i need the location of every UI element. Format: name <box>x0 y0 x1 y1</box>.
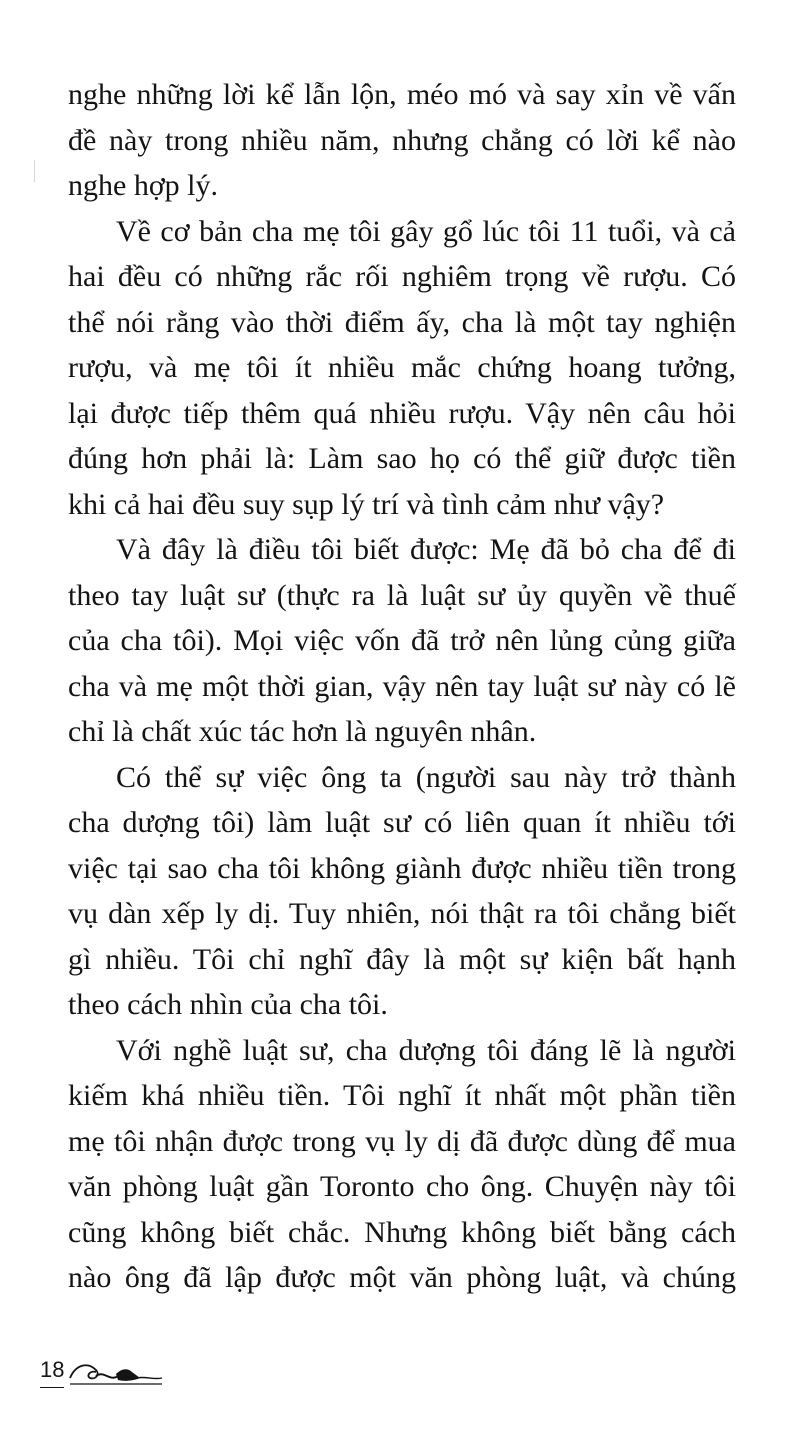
text-line: cũng không biết chắc. Nhưng không biết bằng cách <box>68 1215 736 1249</box>
text-line: Với nghề luật sư, cha dượng tôi đáng lẽ là người <box>116 1033 736 1067</box>
paragraph <box>68 527 736 755</box>
text-line: văn phòng luật gần Toronto cho ông. Chuyện này tôi <box>68 1170 736 1203</box>
text-line: kiếm khá nhiều tiền. Tôi nghĩ ít nhất một phần tiền <box>68 1079 736 1112</box>
text-line: gì nhiều. Tôi chỉ nghĩ đây là một sự kiện bất hạnh <box>68 942 736 976</box>
paragraph <box>68 755 736 1028</box>
text-line: cha dượng tôi) làm luật sư có liên quan ít nhiều tới <box>68 806 736 839</box>
text-line: việc tại sao cha tôi không giành được nhiều tiền trong <box>68 851 736 885</box>
text-line: theo tay luật sư (thực ra là luật sư ủy quyền về thuế <box>68 578 736 612</box>
paragraph <box>68 72 736 209</box>
text-line: khi cả hai đều suy sụp lý trí và tình cảm như vậy? <box>68 487 665 521</box>
text-line: Về cơ bản cha mẹ tôi gây gổ lúc tôi 11 tuổi, và cả <box>116 214 736 248</box>
text-line: hai đều có những rắc rối nghiêm trọng về rượu. Có <box>68 260 736 293</box>
paragraph <box>68 1028 736 1301</box>
text-line: nghe hợp lý. <box>68 169 219 202</box>
page-number: 18 <box>40 1359 64 1388</box>
body-text <box>68 72 736 1301</box>
text-line: Và đây là điều tôi biết được: Mẹ đã bỏ cha để đi <box>116 533 736 566</box>
text-line: mẹ tôi nhận được trong vụ ly dị đã được dùng để mua <box>68 1124 736 1158</box>
text-line: rượu, và mẹ tôi ít nhiều mắc chứng hoang tưởng, <box>68 351 736 384</box>
text-line: nào ông đã lập được một văn phòng luật, và chúng <box>68 1261 736 1294</box>
text-line: vụ dàn xếp ly dị. Tuy nhiên, nói thật ra tôi chẳng biết <box>68 897 736 930</box>
decorative-flourish-icon <box>66 1354 166 1388</box>
text-line: đúng hơn phải là: Làm sao họ có thể giữ được tiền <box>68 442 736 475</box>
text-line: Có thể sự việc ông ta (người sau này trở thành <box>116 760 736 794</box>
text-line: đề này trong nhiều năm, nhưng chẳng có lời kể nào <box>68 123 736 157</box>
paragraph <box>68 209 736 528</box>
text-line: của cha tôi). Mọi việc vốn đã trở nên lủng củng giữa <box>68 624 736 657</box>
text-line: chỉ là chất xúc tác hơn là nguyên nhân. <box>68 715 537 748</box>
text-line: theo cách nhìn của cha tôi. <box>68 988 388 1021</box>
text-line: lại được tiếp thêm quá nhiều rượu. Vậy nên câu hỏi <box>68 396 736 430</box>
text-line: thể nói rằng vào thời điểm ấy, cha là một tay nghiện <box>68 305 736 339</box>
text-line: nghe những lời kể lẫn lộn, méo mó và say xỉn về vấn <box>68 78 736 111</box>
text-line: cha và mẹ một thời gian, vậy nên tay luật sư này có lẽ <box>68 669 736 703</box>
page-footer <box>40 1348 166 1388</box>
margin-mark <box>34 160 35 182</box>
